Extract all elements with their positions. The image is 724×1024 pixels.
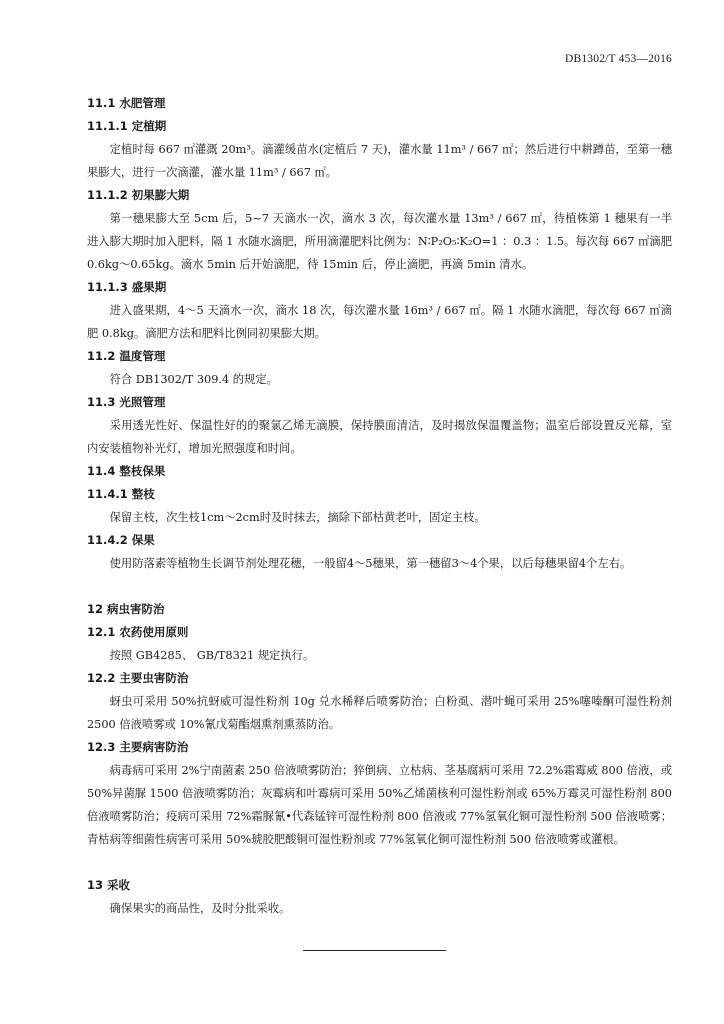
section-heading: 11.4 整枝保果 [87,464,166,478]
section-heading: 12.2 主要虫害防治 [87,671,189,685]
paragraph: 第一穗果膨大至 5cm 后，5~7 天滴水一次，滴水 3 次，每次灌水量 13m³ / 667 ㎡，待植株第 1 穗果有一半进入膨大期时加入肥料，隔 1 水随水滴肥，所用滴灌肥料比例为：N∶P₂O₅∶K₂O=1 ：0.3 ：1.5。每次每 667 ㎡滴肥 0.6kg～0.65kg。滴水 5min 后开始滴肥，待 15min 后，停止滴肥，再滴 5min 清水。 [87,212,672,271]
section-heading: 11.2 温度管理 [87,349,166,363]
footer-rule [303,950,446,951]
section-heading: 11.3 光照管理 [87,395,166,409]
paragraph: 定植时每 667 ㎡灌溉 20m³。滴灌缓苗水(定植后 7 天)，灌水量 11m³ / 667 ㎡；然后进行中耕蹲苗，至第一穗果膨大，进行一次滴灌，灌水量 11m³ / 667 ㎡。 [87,143,672,179]
section-heading: 11.1 水肥管理 [87,96,166,110]
paragraph: 按照 GB4285、 GB/T8321 规定执行。 [109,649,315,662]
paragraph: 保留主枝，次生枝1cm～2cm时及时抹去，摘除下部枯黄老叶，固定主枝。 [109,511,486,524]
section-heading: 12 病虫害防治 [87,602,165,616]
paragraph: 病毒病可采用 2%宁南菌素 250 倍液喷雾防治；猝倒病、立枯病、茎基腐病可采用 72.2%霜霉威 800 倍液，或 50%异菌脲 1500 倍液喷雾防治；灰霉病和叶霉病可采用 50%乙烯菌核利可湿性粉剂或 65%万霉灵可湿性粉剂 800 倍液喷雾防治；疫病可采用 72%霜脲氰•代森锰锌可湿性粉剂 800 倍液或 77%氢氧化铜可湿性粉剂 500 倍液喷雾；青枯病等细菌性病害可采用 50%琥胶肥酸铜可湿性粉剂或 77%氢氧化铜可湿性粉剂 500 倍液喷雾或灌根。 [87,764,672,846]
section-gap [87,851,672,874]
section-heading: 11.4.2 保果 [87,533,155,547]
section-heading: 12.3 主要病害防治 [87,740,189,754]
section-heading: 13 采收 [87,878,131,892]
paragraph: 进入盛果期，4～5 天滴水一次，滴水 18 次，每次灌水量 16m³ / 667 ㎡。隔 1 水随水滴肥，每次每 667 ㎡滴肥 0.8kg。滴肥方法和肥料比例同初果膨大期。 [87,304,672,340]
paragraph: 蚜虫可采用 50%抗蚜威可湿性粉剂 10g 兑水稀释后喷雾防治；白粉虱、潜叶蝇可采用 25%噻嗪酮可湿性粉剂 2500 倍液喷雾或 10%氰戊菊酯烟熏剂熏蒸防治。 [87,695,672,731]
section-heading: 11.1.3 盛果期 [87,280,167,294]
section-heading: 12.1 农药使用原则 [87,625,189,639]
paragraph: 符合 DB1302/T 309.4 的规定。 [109,373,278,386]
section-heading: 11.4.1 整枝 [87,487,155,501]
document-body [87,92,672,920]
paragraph: 使用防落素等植物生长调节剂处理花穗，一般留4～5穗果，第一穗留3～4个果，以后每穗果留4个左右。 [109,557,632,570]
section-heading: 11.1.1 定植期 [87,119,167,133]
paragraph: 确保果实的商品性，及时分批采收。 [109,902,291,915]
section-gap [87,575,672,598]
section-heading: 11.1.2 初果膨大期 [87,188,190,202]
standard-code: DB1302/T 453—2016 [564,53,672,65]
paragraph: 采用透光性好、保温性好的的聚氯乙烯无滴膜，保持膜面清洁，及时揭放保温覆盖物；温室后部设置反光幕，室内安装植物补光灯，增加光照强度和时间。 [87,419,672,455]
